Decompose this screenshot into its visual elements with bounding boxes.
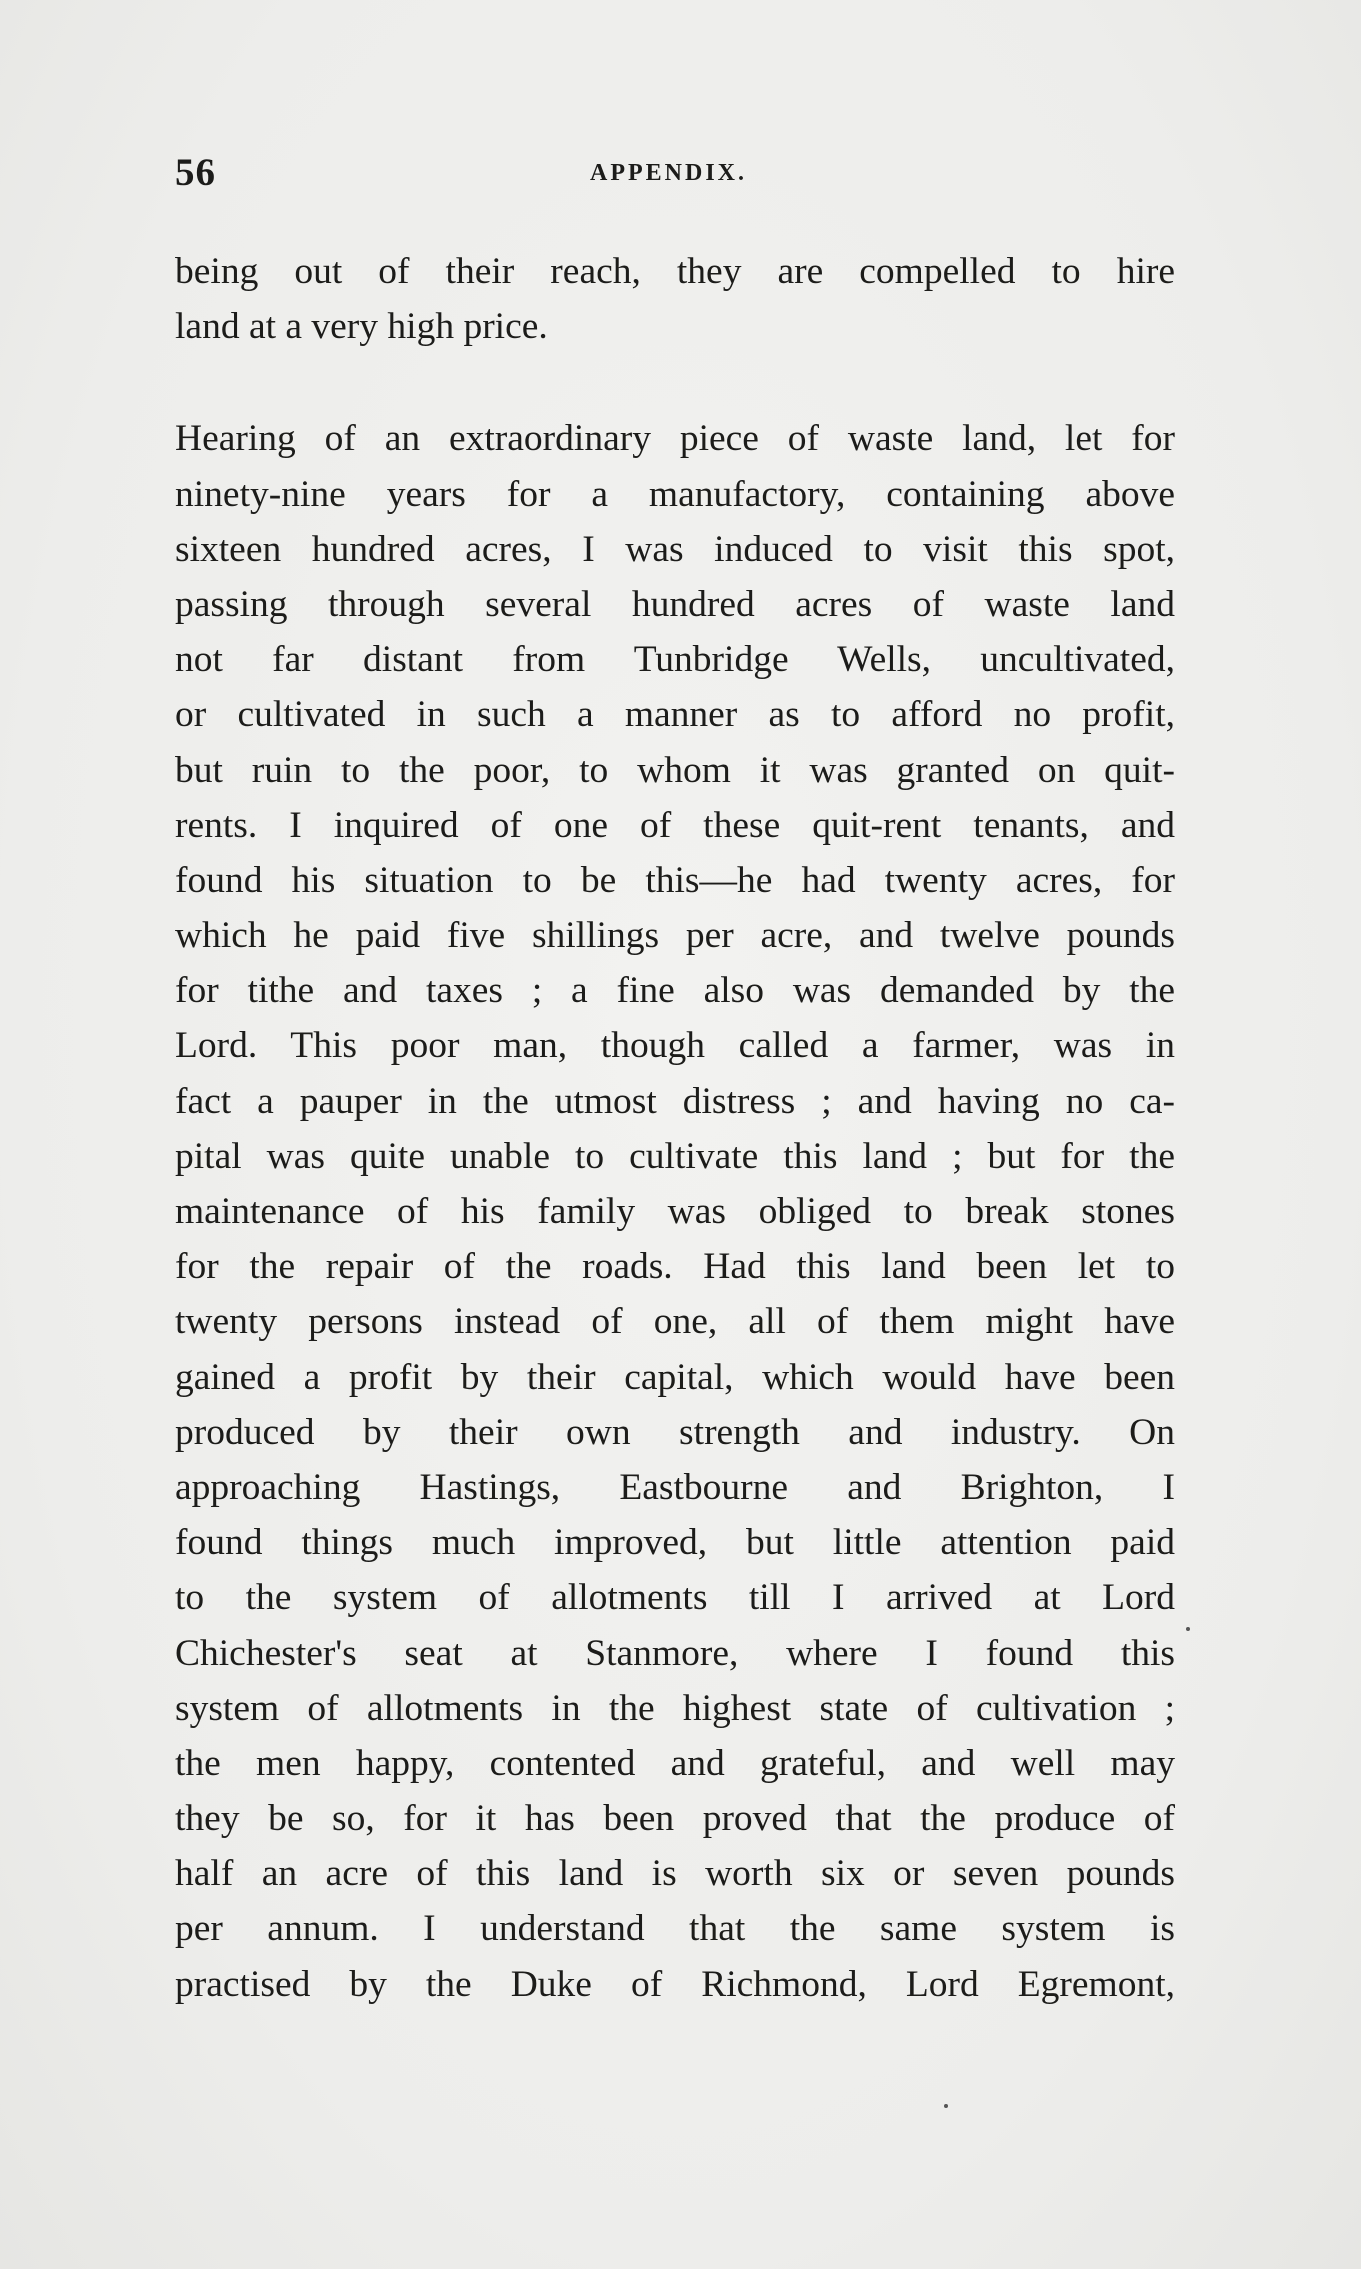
text-line: or cultivated in such a manner as to afford no profit, [175,694,1175,736]
text-line: found things much improved, but little attention paid [175,1522,1175,1564]
text-line: Chichester's seat at Stanmore, where I found this [175,1632,1175,1674]
page-header [175,150,1175,200]
text-line: for tithe and taxes ; a fine also was demanded by the [175,970,1175,1012]
ink-speck [944,2104,948,2108]
text-line: produced by their own strength and industry. On [175,1411,1175,1453]
text-line: for the repair of the roads. Had this land been let to [175,1246,1175,1288]
running-head: APPENDIX. [590,160,747,186]
text-line: maintenance of his family was obliged to break stones [175,1191,1175,1232]
text-line: system of allotments in the highest state of cultivation ; [175,1687,1175,1729]
body-text [175,244,1175,2012]
text-line: the men happy, contented and grateful, and well may [175,1742,1175,1784]
text-line: which he paid five shillings per acre, and twelve pounds [175,915,1175,957]
text-line: half an acre of this land is worth six or seven pounds [175,1853,1175,1895]
text-line: Hearing of an extraordinary piece of waste land, let for [175,418,1175,460]
text-line: practised by the Duke of Richmond, Lord Egremont, [175,1963,1175,2005]
text-line: but ruin to the poor, to whom it was granted on quit- [175,749,1175,791]
text-line: ninety-nine years for a manufactory, containing above [175,473,1175,515]
text-line: land at a very high price. [175,306,548,348]
text-line: not far distant from Tunbridge Wells, uncultivated, [175,639,1175,681]
text-line: per annum. I understand that the same system is [175,1908,1175,1950]
paragraph-1 [175,244,1175,354]
text-line: gained a profit by their capital, which would have been [175,1356,1175,1398]
text-line: sixteen hundred acres, I was induced to visit this spot, [175,528,1175,570]
text-line: Lord. This poor man, though called a farmer, was in [175,1025,1175,1067]
ink-speck [1186,1627,1190,1631]
page-number: 56 [175,151,216,194]
paragraph-2 [175,411,1175,2011]
text-line: they be so, for it has been proved that the produce of [175,1798,1175,1840]
text-line: to the system of allotments till I arrived at Lord [175,1577,1175,1619]
text-line: approaching Hastings, Eastbourne and Brighton, I [175,1466,1175,1508]
text-line: pital was quite unable to cultivate this land ; but for the [175,1135,1175,1177]
text-line: fact a pauper in the utmost distress ; and having no ca- [175,1080,1175,1122]
text-line: found his situation to be this—he had twenty acres, for [175,859,1175,901]
text-line: passing through several hundred acres of waste land [175,583,1175,625]
text-line: being out of their reach, they are compelled to hire [175,251,1175,292]
text-line: rents. I inquired of one of these quit-rent tenants, and [175,804,1175,846]
text-line: twenty persons instead of one, all of them might have [175,1301,1175,1343]
